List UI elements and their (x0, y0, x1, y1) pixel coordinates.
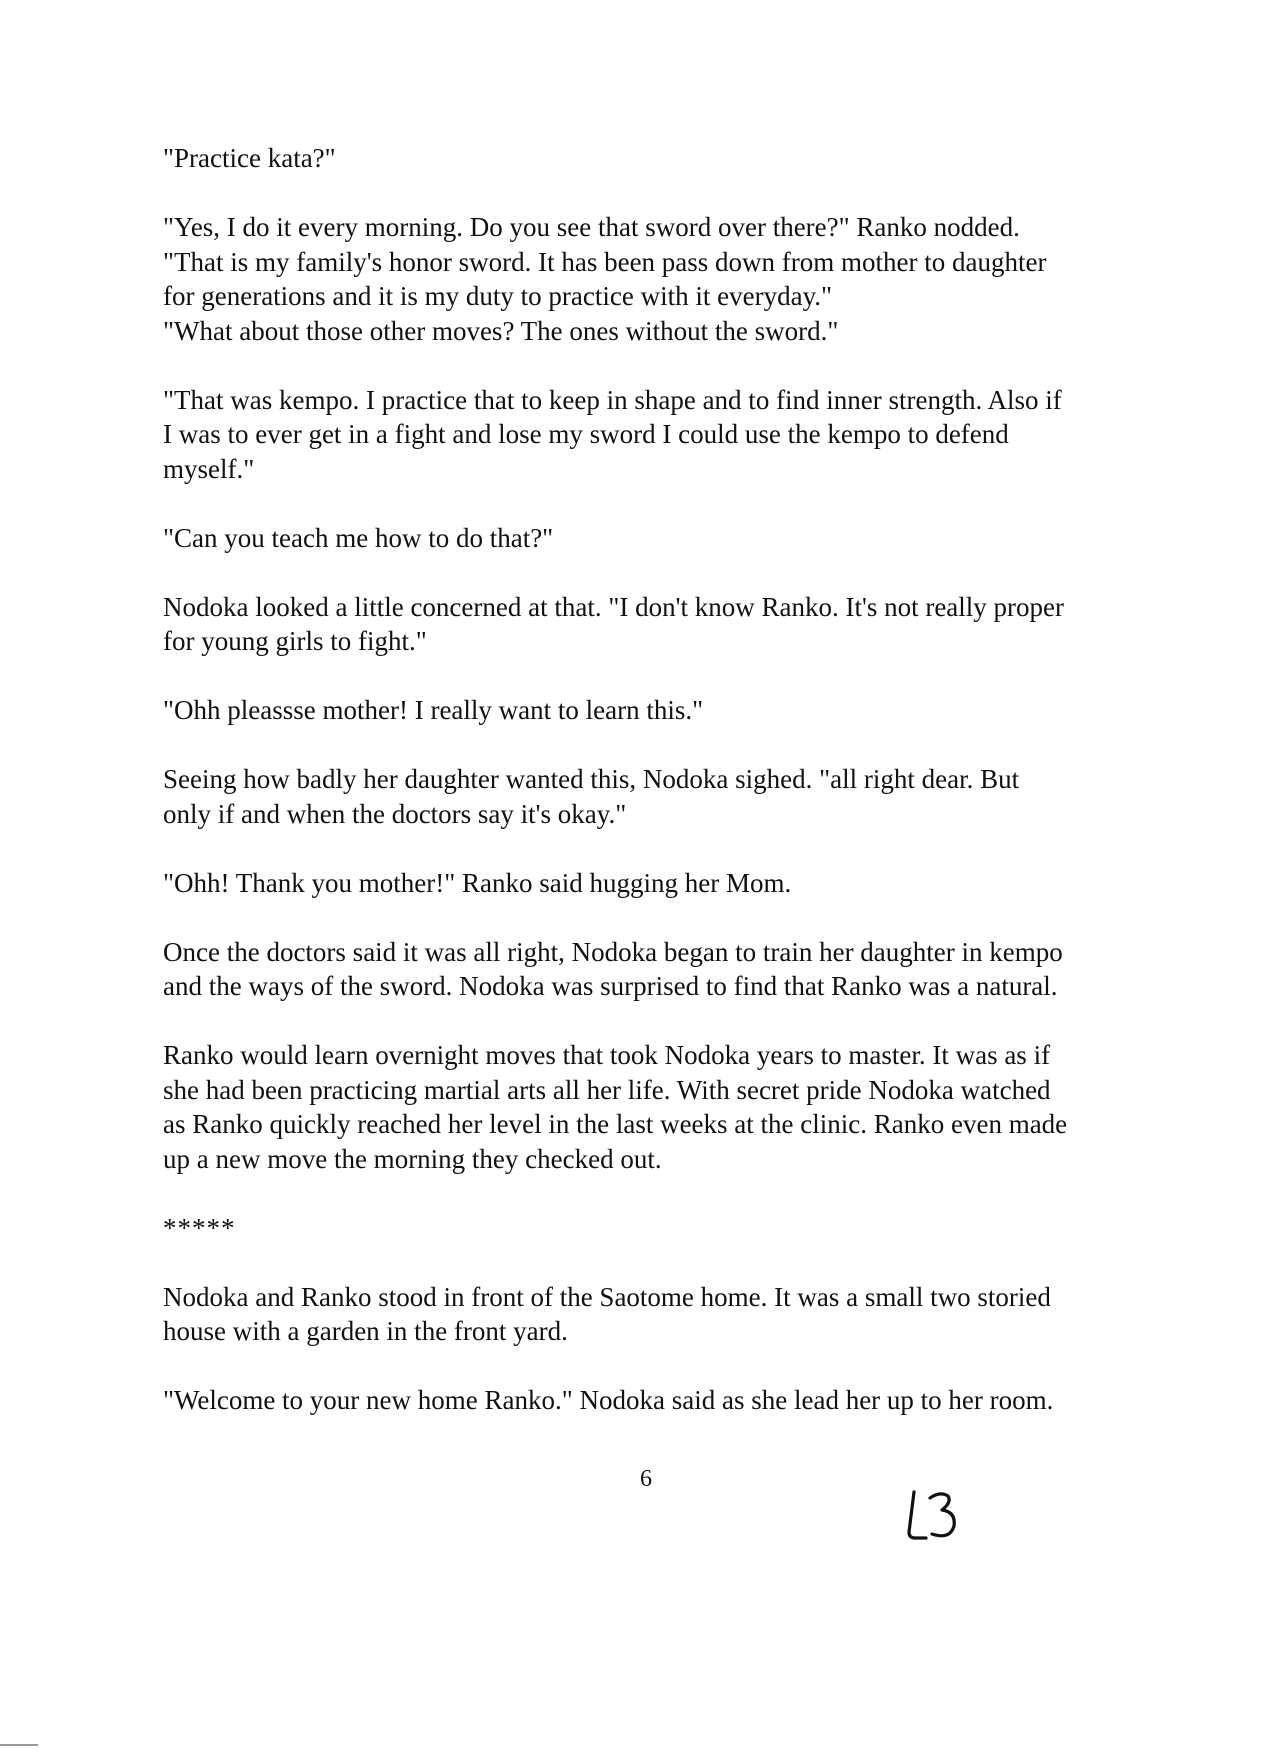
story-text (163, 141, 1133, 1452)
handwritten-page-mark (900, 1488, 960, 1546)
paragraph: Nodoka and Ranko stood in front of the Saotome home. It was a small two storied house with a garden in the front yard. (163, 1281, 1051, 1346)
paragraph: "What about those other moves? The ones without the sword." (163, 315, 839, 346)
paragraph: "That was kempo. I practice that to keep in shape and to find inner strength. Also if I was to ever get in a fight and lose my sword I could use the kempo to defend myself." (163, 384, 1062, 484)
paragraph: Nodoka looked a little concerned at that. "I don't know Ranko. It's not really proper for young girls to fight." (163, 591, 1065, 656)
paragraph: Once the doctors said it was all right, Nodoka began to train her daughter in kempo and the ways of the sword. Nodoka was surprised to find that Ranko was a natural. (163, 936, 1063, 1001)
paragraph: "Ohh pleassse mother! I really want to learn this." (163, 695, 704, 725)
paragraph: "Yes, I do it every morning. Do you see that sword over there?" Ranko nodded. "That is my family's honor sword. It has been pass down from mother to daughter for generations and it is my duty to practice with it everyday." (163, 212, 1047, 311)
paragraph: "Welcome to your new home Ranko." Nodoka said as she lead her up to her room. (163, 1385, 1054, 1415)
paragraph: "Practice kata?" (163, 143, 336, 173)
scan-edge-line (0, 1744, 38, 1746)
page-number: 6 (640, 1466, 652, 1492)
paragraph: "Can you teach me how to do that?" (163, 522, 554, 553)
paragraph: "Ohh! Thank you mother!" Ranko said hugging her Mom. (163, 867, 792, 898)
paragraph: Seeing how badly her daughter wanted this, Nodoka sighed. "all right dear. But only if and when the doctors say it's okay." (163, 764, 1020, 829)
paragraph: Ranko would learn overnight moves that took Nodoka years to master. It was as if she had been practicing martial arts all her life. With secret pride Nodoka watched as Ranko quickly reached her level in the last weeks at the clinic. Ranko even made up a new move the morning they checked out. (163, 1040, 1068, 1174)
scene-break: ***** (163, 1212, 236, 1243)
